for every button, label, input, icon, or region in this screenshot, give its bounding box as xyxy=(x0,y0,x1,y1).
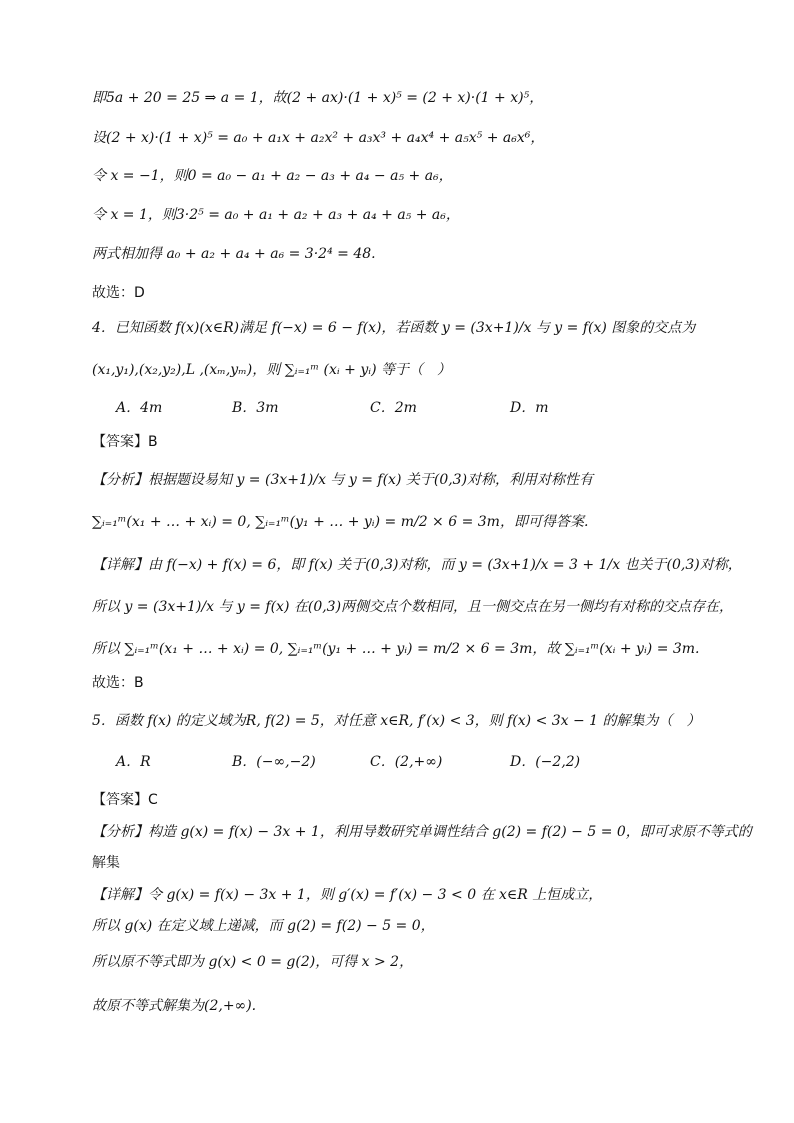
q4-answer: 【答案】B xyxy=(92,434,158,450)
q4-detail-2: 所以 y = (3x+1)/x 与 y = f(x) 在(0,3)两侧交点个数相同，且一侧交点在另一侧均有对称的交点存在， xyxy=(92,599,734,615)
q5-option-a: A．R xyxy=(116,754,151,770)
q4-analysis-1: 【分析】根据题设易知 y = (3x+1)/x 与 y = f(x) 关于(0,3)对称，利用对称性有 xyxy=(92,472,594,488)
text-line-5: 两式相加得 a₀ + a₂ + a₄ + a₆ = 3·2⁴ = 48. xyxy=(92,246,376,262)
question-4-stem-1: 4．已知函数 f(x)(x∈R)满足 f(−x) = 6 − f(x)，若函数 y = (3x+1)/x 与 y = f(x) 图象的交点为 xyxy=(92,320,696,336)
q4-detail-3: 所以 ∑ᵢ₌₁ᵐ(x₁ + … + xᵢ) = 0, ∑ᵢ₌₁ᵐ(y₁ + … + yᵢ) = m/2 × 6 = 3m，故 ∑ᵢ₌₁ᵐ(xᵢ + yᵢ) = 3m. xyxy=(92,641,700,657)
question-5-stem: 5．函数 f(x) 的定义域为R, f(2) = 5，对任意 x∈R, f′(x) < 3，则 f(x) < 3x − 1 的解集为（ ） xyxy=(92,713,701,729)
q5-detail-1: 【详解】令 g(x) = f(x) − 3x + 1，则 g′(x) = f′(x) − 3 < 0 在 x∈R 上恒成立， xyxy=(92,887,603,903)
q4-option-c: C．2m xyxy=(370,400,417,416)
question-4-stem-2: (x₁,y₁),(x₂,y₂),L ,(xₘ,yₘ)，则 ∑ᵢ₌₁ᵐ (xᵢ + yᵢ) 等于（ ） xyxy=(92,362,451,378)
q4-conclusion: 故选：B xyxy=(92,675,144,691)
answer-choice-3: 故选：D xyxy=(92,285,145,301)
text-line-4: 令 x = 1，则3·2⁵ = a₀ + a₁ + a₂ + a₃ + a₄ + a₅ + a₆， xyxy=(92,207,460,223)
text-line-3: 令 x = −1，则0 = a₀ − a₁ + a₂ − a₃ + a₄ − a₅ + a₆， xyxy=(92,168,453,184)
q5-analysis-1: 【分析】构造 g(x) = f(x) − 3x + 1，利用导数研究单调性结合 g(2) = f(2) − 5 = 0，即可求原不等式的 xyxy=(92,824,752,840)
text-line-1: 即5a + 20 = 25 ⇒ a = 1，故(2 + ax)·(1 + x)⁵ = (2 + x)·(1 + x)⁵， xyxy=(92,90,544,106)
q4-option-d: D．m xyxy=(510,400,549,416)
q5-conclusion: 故原不等式解集为(2,+∞). xyxy=(92,998,257,1014)
q5-detail-3: 所以原不等式即为 g(x) < 0 = g(2)，可得 x > 2， xyxy=(92,954,414,970)
q5-option-d: D．(−2,2) xyxy=(510,754,581,770)
q5-answer: 【答案】C xyxy=(92,792,158,808)
q5-detail-2: 所以 g(x) 在定义域上递减，而 g(2) = f(2) − 5 = 0， xyxy=(92,918,435,934)
q5-analysis-2: 解集 xyxy=(92,855,120,871)
q4-detail-1: 【详解】由 f(−x) + f(x) = 6，即 f(x) 关于(0,3)对称，而 y = (3x+1)/x = 3 + 1/x 也关于(0,3)对称， xyxy=(92,557,742,573)
q4-analysis-2: ∑ᵢ₌₁ᵐ(x₁ + … + xᵢ) = 0, ∑ᵢ₌₁ᵐ(y₁ + … + yᵢ) = m/2 × 6 = 3m，即可得答案. xyxy=(92,514,589,530)
text-line-2: 设(2 + x)·(1 + x)⁵ = a₀ + a₁x + a₂x² + a₃x³ + a₄x⁴ + a₅x⁵ + a₆x⁶， xyxy=(92,130,545,146)
q4-option-b: B．3m xyxy=(232,400,279,416)
q4-option-a: A．4m xyxy=(116,400,163,416)
q5-option-c: C．(2,+∞) xyxy=(370,754,443,770)
q5-option-b: B．(−∞,−2) xyxy=(232,754,316,770)
